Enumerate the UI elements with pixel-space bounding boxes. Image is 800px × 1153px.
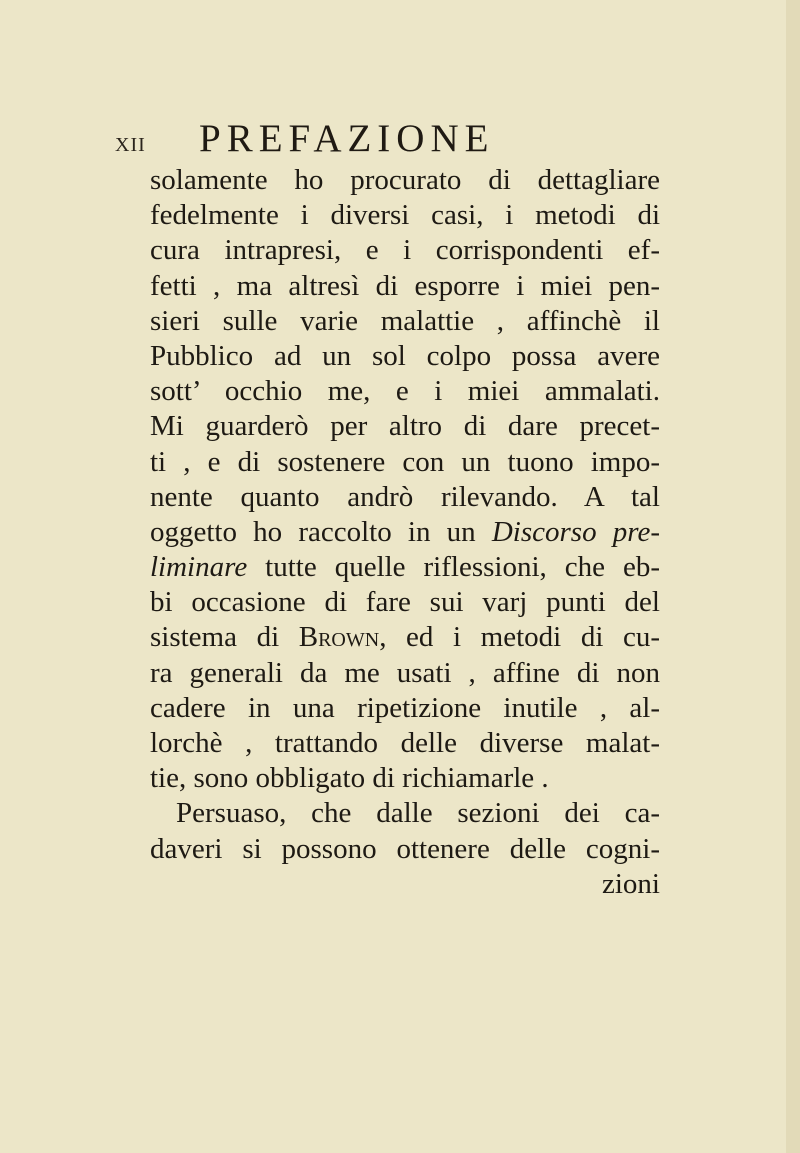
page-number: XII [115, 134, 146, 156]
author-name: Brown [298, 621, 380, 654]
italic-title: Discorso pre- [491, 515, 660, 548]
italic-title: liminare [150, 551, 248, 584]
text-line: fetti , ma altresì di esporre i miei pen- [150, 269, 660, 302]
text-segment: sistema di [150, 621, 299, 654]
text-segment: oggetto ho raccolto in un [150, 515, 492, 548]
catchword: zioni [602, 867, 660, 900]
text-line [150, 550, 660, 585]
text-line: daveri si possono ottenere delle cogni- [150, 832, 660, 865]
page-header [0, 112, 800, 162]
running-title: PREFAZIONE [199, 117, 495, 160]
text-segment: tutte quelle riflessioni, che eb- [247, 551, 660, 584]
text-line: cura intrapresi, e i corrispondenti ef- [150, 234, 660, 267]
text-line: bi occasione di fare sui varj punti del [150, 586, 660, 619]
text-segment: , ed i metodi di cu- [379, 621, 661, 654]
text-line: lorchè , trattando delle diverse malat- [150, 727, 660, 759]
text-line: ti , e di sostenere con un tuono impo- [150, 445, 660, 478]
text-line: tie, sono obbligato di richiamarle . [150, 762, 549, 795]
page-edge [786, 0, 800, 1153]
text-line: Pubblico ad un sol colpo possa avere [150, 339, 660, 372]
text-line: ra generali da me usati , affine di non [150, 656, 660, 689]
text-line: Persuaso, che dalle sezioni dei ca- [176, 797, 660, 830]
text-line [150, 620, 660, 655]
text-line: sott’ occhio me, e i miei ammalati. [150, 375, 660, 408]
text-line: fedelmente i diversi casi, i metodi di [150, 199, 660, 232]
text-line: cadere in una ripetizione inutile , al- [150, 691, 660, 724]
text-line: Mi guarderò per altro di dare precet- [150, 410, 660, 443]
text-line [150, 515, 660, 550]
text-line: nente quanto andrò rilevando. A tal [150, 480, 660, 513]
text-line: sieri sulle varie malattie , affinchè il [150, 304, 660, 337]
body-text [150, 163, 660, 902]
text-line: solamente ho procurato di dettagliare [150, 164, 660, 196]
